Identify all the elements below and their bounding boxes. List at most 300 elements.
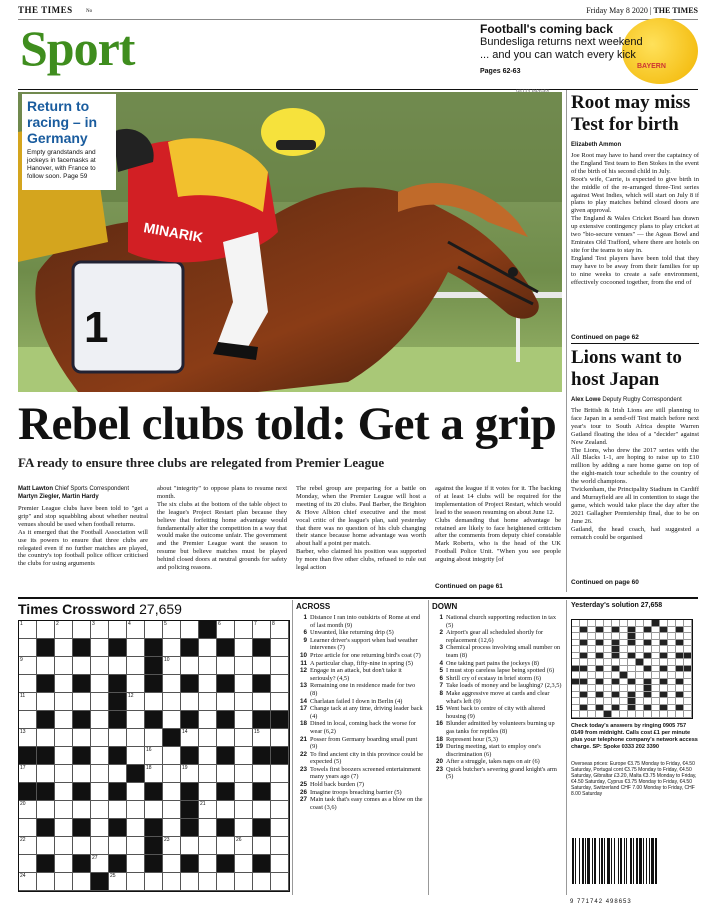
photo-caption [22, 94, 116, 190]
crossword-cell[interactable] [163, 765, 181, 783]
down-clue: 5 I must stop careless lapse being spotted (6) [439, 667, 555, 675]
barcode-bar [582, 838, 584, 884]
crossword-cell[interactable] [91, 765, 109, 783]
ball-text: BAYERN [637, 63, 666, 70]
black-square [145, 819, 163, 837]
across-clue: 23 Towels first boozers screened entertainment many years ago (7) [299, 765, 421, 781]
black-square [91, 873, 109, 891]
crossword-cell[interactable] [145, 693, 163, 711]
crossword-cell[interactable] [127, 729, 145, 747]
crossword-cell[interactable] [217, 801, 235, 819]
barcode-bar [646, 838, 647, 884]
crossword-cell[interactable] [19, 729, 37, 747]
crossword-cell[interactable] [271, 621, 289, 639]
black-square [181, 711, 199, 729]
crossword-cell[interactable] [217, 693, 235, 711]
crossword-cell[interactable] [163, 621, 181, 639]
dateline: Friday May 8 2020 | THE TIMES [586, 6, 698, 15]
crossword-cell[interactable] [91, 783, 109, 801]
barcode-bar [651, 838, 654, 884]
clue-number: 21 [200, 801, 206, 807]
crossword-cell[interactable] [199, 675, 217, 693]
masthead: THE TIMES [18, 5, 73, 15]
crossword-cell[interactable] [91, 729, 109, 747]
crossword-cell[interactable] [55, 729, 73, 747]
crossword-cell[interactable] [163, 711, 181, 729]
crossword-cell[interactable] [55, 639, 73, 657]
side-story-root[interactable] [571, 92, 699, 341]
barcode-bar [620, 838, 622, 884]
crossword-cell[interactable] [145, 747, 163, 765]
side2-continued[interactable]: Continued on page 60 [571, 579, 639, 586]
crossword-cell[interactable] [127, 621, 145, 639]
black-square [217, 711, 235, 729]
down-clue: 1 National church supporting reduction in tax (5) [439, 614, 556, 629]
black-square [73, 855, 91, 873]
crossword-cell[interactable] [163, 693, 181, 711]
crossword-cell[interactable] [271, 765, 289, 783]
clue-number: 5 [164, 621, 167, 627]
caption-title: Return to racing – in Germany [27, 98, 98, 146]
across-clue: 9 Learner driver's support when bad weather intervenes (7) [303, 636, 418, 652]
crossword-cell[interactable] [73, 765, 91, 783]
crossword-cell[interactable] [19, 837, 37, 855]
crossword-cell[interactable] [109, 873, 127, 891]
crossword-cell[interactable] [55, 801, 73, 819]
crossword-cell[interactable] [55, 711, 73, 729]
solution-cell [668, 711, 676, 718]
barcode-bar [579, 838, 580, 884]
crossword-cell[interactable] [145, 621, 163, 639]
black-square [73, 747, 91, 765]
crossword-cell[interactable] [37, 765, 55, 783]
silks-text: MINARIK [142, 219, 205, 246]
crossword-cell[interactable] [253, 801, 271, 819]
crossword-cell[interactable] [91, 639, 109, 657]
across-clue: 17 Change tack at any time, driving leader back (4) [299, 705, 423, 720]
column-rule [566, 600, 567, 895]
crossword-cell[interactable] [181, 873, 199, 891]
crossword-cell[interactable] [217, 873, 235, 891]
crossword-cell[interactable] [127, 747, 145, 765]
crossword-cell[interactable] [235, 729, 253, 747]
black-square [253, 639, 271, 657]
crossword-cell[interactable] [55, 873, 73, 891]
clue-number: 26 [236, 837, 242, 843]
crossword-cell[interactable] [19, 765, 37, 783]
black-square [253, 819, 271, 837]
black-square [109, 783, 127, 801]
crossword-cell[interactable] [55, 783, 73, 801]
crossword-cell[interactable] [235, 747, 253, 765]
crossword-cell[interactable] [217, 765, 235, 783]
crossword-cell[interactable] [91, 837, 109, 855]
crossword-cell[interactable] [199, 693, 217, 711]
barcode-bar [585, 838, 586, 884]
crossword-cell[interactable] [19, 639, 37, 657]
crossword-cell[interactable] [199, 657, 217, 675]
crossword-title: Times Crossword 27,659 [18, 601, 182, 617]
down-clue: 19 During meeting, start to employ one's discrimination (6) [435, 743, 541, 758]
promo-pages: Pages 62-63 [480, 68, 521, 75]
crossword-cell[interactable] [91, 747, 109, 765]
crossword-cell[interactable] [91, 657, 109, 675]
across-clue: 25 Hold back burden (7) [299, 781, 365, 789]
crossword-cell[interactable] [127, 711, 145, 729]
crossword-cell[interactable] [235, 837, 253, 855]
crossword-cell[interactable] [127, 873, 145, 891]
barcode-bar [594, 838, 596, 884]
barcode-bar [626, 838, 627, 884]
crossword-cell[interactable] [253, 837, 271, 855]
black-square [253, 855, 271, 873]
crossword-cell[interactable] [145, 801, 163, 819]
crossword-cell[interactable] [217, 621, 235, 639]
column-rule [428, 600, 429, 895]
solution-cell [588, 711, 596, 718]
crossword-cell[interactable] [91, 855, 109, 873]
crossword-cell[interactable] [181, 657, 199, 675]
crossword-cell[interactable] [55, 747, 73, 765]
black-square [217, 639, 235, 657]
crossword-cell[interactable] [181, 693, 199, 711]
caption-text: Empty grandstands and jockeys in facemasks at Hanover, with France to follow soon. Page 59 [27, 149, 96, 180]
crossword-cell[interactable] [235, 639, 253, 657]
crossword-cell[interactable] [91, 711, 109, 729]
barcode-bar [630, 838, 632, 884]
crossword-cell[interactable] [199, 729, 217, 747]
crossword-cell[interactable] [19, 657, 37, 675]
down-heading: DOWN [432, 602, 458, 611]
crossword-cell[interactable] [91, 819, 109, 837]
crossword-cell[interactable] [163, 783, 181, 801]
crossword-cell[interactable] [91, 621, 109, 639]
across-clue: 22 To find ancient city in this province could be expected (5) [299, 750, 423, 766]
barcode-bar [655, 838, 657, 884]
crossword-cell[interactable] [37, 693, 55, 711]
clue-number: 25 [110, 873, 116, 879]
black-square [217, 747, 235, 765]
crossword-cell[interactable] [235, 693, 253, 711]
crossword-cell[interactable] [37, 873, 55, 891]
crossword-cell[interactable] [145, 729, 163, 747]
crossword-cell[interactable] [199, 837, 217, 855]
black-square [109, 747, 127, 765]
clue-number: 16 [146, 747, 152, 753]
crossword-cell[interactable] [235, 657, 253, 675]
solution-cell [580, 711, 588, 718]
crossword-cell[interactable] [37, 801, 55, 819]
crossword-cell[interactable] [145, 873, 163, 891]
divider [18, 89, 698, 90]
across-clue: 21 Posser from Germany boarding small punt (9) [299, 735, 418, 751]
black-square [181, 801, 199, 819]
crossword-cell[interactable] [235, 801, 253, 819]
crossword-cell[interactable] [235, 675, 253, 693]
crossword-cell[interactable] [109, 837, 127, 855]
crossword-cell[interactable] [73, 873, 91, 891]
crossword-cell[interactable] [217, 729, 235, 747]
across-clue: 6 Unwanted, like returning drip (5) [303, 629, 394, 637]
crossword-cell[interactable] [253, 693, 271, 711]
crossword-cell[interactable] [199, 801, 217, 819]
divider [18, 597, 698, 599]
clue-number: 6 [218, 621, 221, 627]
crossword-cell[interactable] [127, 783, 145, 801]
clue-number: 27 [92, 855, 98, 861]
crossword-cell[interactable] [235, 855, 253, 873]
black-square [73, 711, 91, 729]
lead-continued[interactable]: Continued on page 61 [435, 583, 503, 590]
crossword-cell[interactable] [163, 873, 181, 891]
clue-number: 4 [128, 621, 131, 627]
side1-byline: Elizabeth Ammon [571, 142, 622, 148]
down-clue: 8 Make aggressive move at cards and clear what's left (9) [439, 689, 550, 705]
crossword-grid[interactable] [18, 620, 290, 892]
crossword-cell[interactable] [235, 819, 253, 837]
section-title: Sport [20, 20, 135, 76]
side-story-lions[interactable] [571, 347, 699, 586]
crossword-cell[interactable] [109, 657, 127, 675]
crossword-cell[interactable] [55, 675, 73, 693]
crossword-cell[interactable] [163, 675, 181, 693]
down-clue: 18 Represent hour (5,3) [435, 735, 498, 743]
crossword-cell[interactable] [73, 657, 91, 675]
crossword-cell[interactable] [109, 729, 127, 747]
crossword-cell[interactable] [199, 765, 217, 783]
crossword-cell[interactable] [127, 639, 145, 657]
black-square [145, 837, 163, 855]
black-square [181, 675, 199, 693]
crossword-cell[interactable] [109, 621, 127, 639]
crossword-cell[interactable] [181, 765, 199, 783]
clue-number: 22 [20, 837, 26, 843]
crossword-cell[interactable] [37, 621, 55, 639]
crossword-cell[interactable] [253, 729, 271, 747]
black-square [217, 855, 235, 873]
crossword-cell[interactable] [253, 873, 271, 891]
clue-number: 7 [254, 621, 257, 627]
black-square [217, 819, 235, 837]
black-square [253, 747, 271, 765]
solution-cell [636, 711, 644, 718]
across-clue: 13 Remaining one in residence made for two (8) [299, 682, 416, 697]
crossword-cell[interactable] [163, 837, 181, 855]
lead-col-3: The rebel group are preparing for a battle on Monday, when the Premier League will host a meeting of its 20 clubs. Paul Barber, the Brighton & Hove Albion chief executive and the most vocal critic of the league's plan, said yesterday that there was no question of his club changing their stance because home advantage was worth about half a point per match. Barber, who claimed his position was supported by more than five other clubs, refused to rule out legal action [296, 485, 426, 572]
lead-standfirst: FA ready to ensure three clubs are relegated from Premier League [18, 455, 385, 470]
crossword-cell[interactable] [55, 855, 73, 873]
crossword-cell[interactable] [199, 639, 217, 657]
crossword-cell[interactable] [271, 639, 289, 657]
barcode-bar [599, 838, 600, 884]
crossword-cell[interactable] [199, 783, 217, 801]
black-square [145, 783, 163, 801]
crossword-cell[interactable] [199, 747, 217, 765]
saddle-number: 1 [84, 303, 109, 352]
crossword-cell[interactable] [217, 837, 235, 855]
crossword-cell[interactable] [37, 657, 55, 675]
crossword-cell[interactable] [271, 657, 289, 675]
crossword-cell[interactable] [271, 873, 289, 891]
black-square [145, 855, 163, 873]
crossword-cell[interactable] [127, 837, 145, 855]
crossword-cell[interactable] [55, 837, 73, 855]
barcode-bar [587, 838, 590, 884]
crossword-cell[interactable] [235, 711, 253, 729]
crossword-cell[interactable] [91, 675, 109, 693]
clue-number: 24 [20, 873, 26, 879]
black-square [181, 639, 199, 657]
barcode-bar [611, 838, 612, 884]
crossword-cell[interactable] [19, 711, 37, 729]
crossword-cell[interactable] [235, 783, 253, 801]
crossword-cell[interactable] [163, 855, 181, 873]
black-square [37, 747, 55, 765]
crossword-cell[interactable] [19, 801, 37, 819]
crossword-cell[interactable] [271, 675, 289, 693]
crossword-cell[interactable] [163, 801, 181, 819]
across-clue: 27 Main task that's easy comes as a blow on the coast (3,6) [299, 796, 423, 811]
crossword-cell[interactable] [235, 765, 253, 783]
barcode-bars [570, 838, 698, 894]
crossword-cell[interactable] [109, 801, 127, 819]
crossword-cell[interactable] [37, 729, 55, 747]
black-square [19, 747, 37, 765]
crossword-cell[interactable] [181, 837, 199, 855]
black-square [253, 675, 271, 693]
crossword-cell[interactable] [73, 621, 91, 639]
across-clue: 14 Charlatan failed I down in Berlin (4) [299, 697, 403, 705]
crossword-cell[interactable] [271, 837, 289, 855]
solution-cell [660, 711, 668, 718]
column-rule [292, 600, 293, 895]
crossword-cell[interactable] [181, 621, 199, 639]
black-square [145, 711, 163, 729]
clue-number: 2 [56, 621, 59, 627]
crossword-cell[interactable] [145, 765, 163, 783]
barcode-bar [643, 838, 644, 884]
crossword-cell[interactable] [73, 837, 91, 855]
crossword-cell[interactable] [235, 621, 253, 639]
crossword-cell[interactable] [19, 873, 37, 891]
crossword-cell[interactable] [55, 819, 73, 837]
crossword-cell[interactable] [19, 855, 37, 873]
photo-credit: GETTY IMAGES [516, 88, 549, 93]
crossword-cell[interactable] [199, 711, 217, 729]
side2-headline: Lions want to host Japan [571, 347, 682, 390]
across-clue: 10 Prize article for one returning bird's coat (7) [299, 651, 421, 659]
promo-box[interactable] [480, 22, 702, 88]
crossword-cell[interactable] [127, 675, 145, 693]
crossword-cell[interactable] [271, 819, 289, 837]
lead-byline: Matt Lawton Chief Sports Correspondent Martyn Ziegler, Martin Hardy [18, 486, 130, 500]
crossword-cell[interactable] [37, 837, 55, 855]
black-square [19, 783, 37, 801]
across-heading: ACROSS [296, 602, 331, 611]
crossword-cell[interactable] [163, 657, 181, 675]
crossword-cell[interactable] [127, 657, 145, 675]
crossword-cell[interactable] [73, 693, 91, 711]
crossword-cell[interactable] [235, 873, 253, 891]
crossword-cell[interactable] [199, 855, 217, 873]
crossword-cell[interactable] [55, 621, 73, 639]
crossword-cell[interactable] [73, 729, 91, 747]
crossword-cell[interactable] [55, 693, 73, 711]
lead-col-1: Premier League clubs have been told to "get a grip" and stop squabbling about whether neutral venues should be used when football returns. As it emerged that the Football Association will use its powers to ensure that three clubs are relegated even if no further matches are played, the country's top football police officer criticised the clubs for using arguments [18, 505, 148, 568]
crossword-cell[interactable] [19, 819, 37, 837]
side1-body: Joe Root may have to hand over the captaincy of the England Test team to Ben Stokes in the event of the birth of his second child in July. Root's wife, Carrie, is expected to give birth in the middle of the re-arranged three-Test series against West Indies, which will start on July 8 if plans to play matches behind closed doors are given approval. The England & Wales Cricket Board has drawn up extensive contingency plans to play cricket at two "bio-secure venues" — the Ageas Bowl and Emirates Old Trafford, where there are hotels on site for the teams to stay in. England Test players have been told that they may have to be away from their families for up to nine weeks to create a safe environment, effectively cocooned together, from the end of [571, 152, 699, 286]
crossword-cell[interactable] [91, 693, 109, 711]
lead-col-2: about "integrity" to oppose plans to resume next month. The six clubs at the bottom of the table object to the league's Project Restart plan because they believe that forfeiting home advantage would fundamentally alter the competition in a way that would make the outcome unfair. The government and the Premier League want the season to resume but believe matches must be played behind closed doors at neutral grounds for safety and policing reasons. [157, 485, 287, 572]
date: Friday May 8 2020 [586, 6, 648, 15]
barcode-bar [604, 838, 605, 884]
crossword-cell[interactable] [253, 621, 271, 639]
crossword-cell[interactable] [19, 675, 37, 693]
crossword-cell[interactable] [127, 819, 145, 837]
barcode-bar [592, 838, 593, 884]
black-square [109, 675, 127, 693]
crossword-cell[interactable] [127, 801, 145, 819]
crossword-cell[interactable] [127, 855, 145, 873]
crossword-cell[interactable] [271, 801, 289, 819]
barcode-number: 9 771742 498653 [570, 899, 632, 903]
crossword-cell[interactable] [73, 801, 91, 819]
crossword-cell[interactable] [55, 657, 73, 675]
crossword-cell[interactable] [271, 783, 289, 801]
crossword-cell[interactable] [199, 819, 217, 837]
barcode-bar [572, 838, 574, 884]
masthead-right: THE TIMES [653, 6, 698, 15]
clue-number: 18 [146, 765, 152, 771]
crossword-cell[interactable] [271, 693, 289, 711]
crossword-cell[interactable] [271, 729, 289, 747]
clue-number: 1 [20, 621, 23, 627]
across-clue: 11 A particular chap, fifty-nine in spring (5) [300, 659, 413, 667]
crossword-cell[interactable] [163, 639, 181, 657]
crossword-cell[interactable] [163, 819, 181, 837]
crossword-cell[interactable] [253, 765, 271, 783]
crossword-cell[interactable] [271, 855, 289, 873]
black-square [109, 711, 127, 729]
crossword-cell[interactable] [217, 657, 235, 675]
black-square [145, 657, 163, 675]
black-square [37, 711, 55, 729]
down-clue: 15 Went back to centre of city with altered housing (9) [435, 705, 546, 720]
side1-continued[interactable]: Continued on page 62 [571, 334, 639, 341]
clue-number: 14 [182, 729, 188, 735]
barcode [570, 838, 698, 903]
crossword-cell[interactable] [199, 873, 217, 891]
crossword-cell[interactable] [181, 729, 199, 747]
side1-headline: Root may miss Test for birth [571, 92, 691, 135]
clue-number: 15 [254, 729, 260, 735]
promo-line1: Bundesliga returns next weekend [480, 36, 643, 48]
crossword-cell[interactable] [109, 765, 127, 783]
crossword-cell[interactable] [19, 693, 37, 711]
clue-number: 3 [92, 621, 95, 627]
crossword-cell[interactable] [127, 693, 145, 711]
overseas-prices: Overseas prices: Europe €3.75 Monday to Friday, €4.50 Saturday, Portugal cont €3.75 Monday to Friday, €4.50 Saturday, Gibraltar £3.20, Malta €3.75 Monday to Friday, €4.50 Saturday, Cyprus €3.75 Monday to Friday, €4.50 Saturday, Switzerland CHF 7.00 Monday to Friday, CHF 8.00 Saturday [571, 761, 697, 797]
crossword-cell[interactable] [55, 765, 73, 783]
crossword-cell[interactable] [163, 747, 181, 765]
crossword-cell[interactable] [253, 657, 271, 675]
crossword-cell[interactable] [91, 801, 109, 819]
clue-number: 23 [164, 837, 170, 843]
solution-title: Yesterday's solution 27,658 [571, 602, 663, 609]
crossword-cell[interactable] [19, 621, 37, 639]
solution-cell [596, 711, 604, 718]
black-square [109, 819, 127, 837]
